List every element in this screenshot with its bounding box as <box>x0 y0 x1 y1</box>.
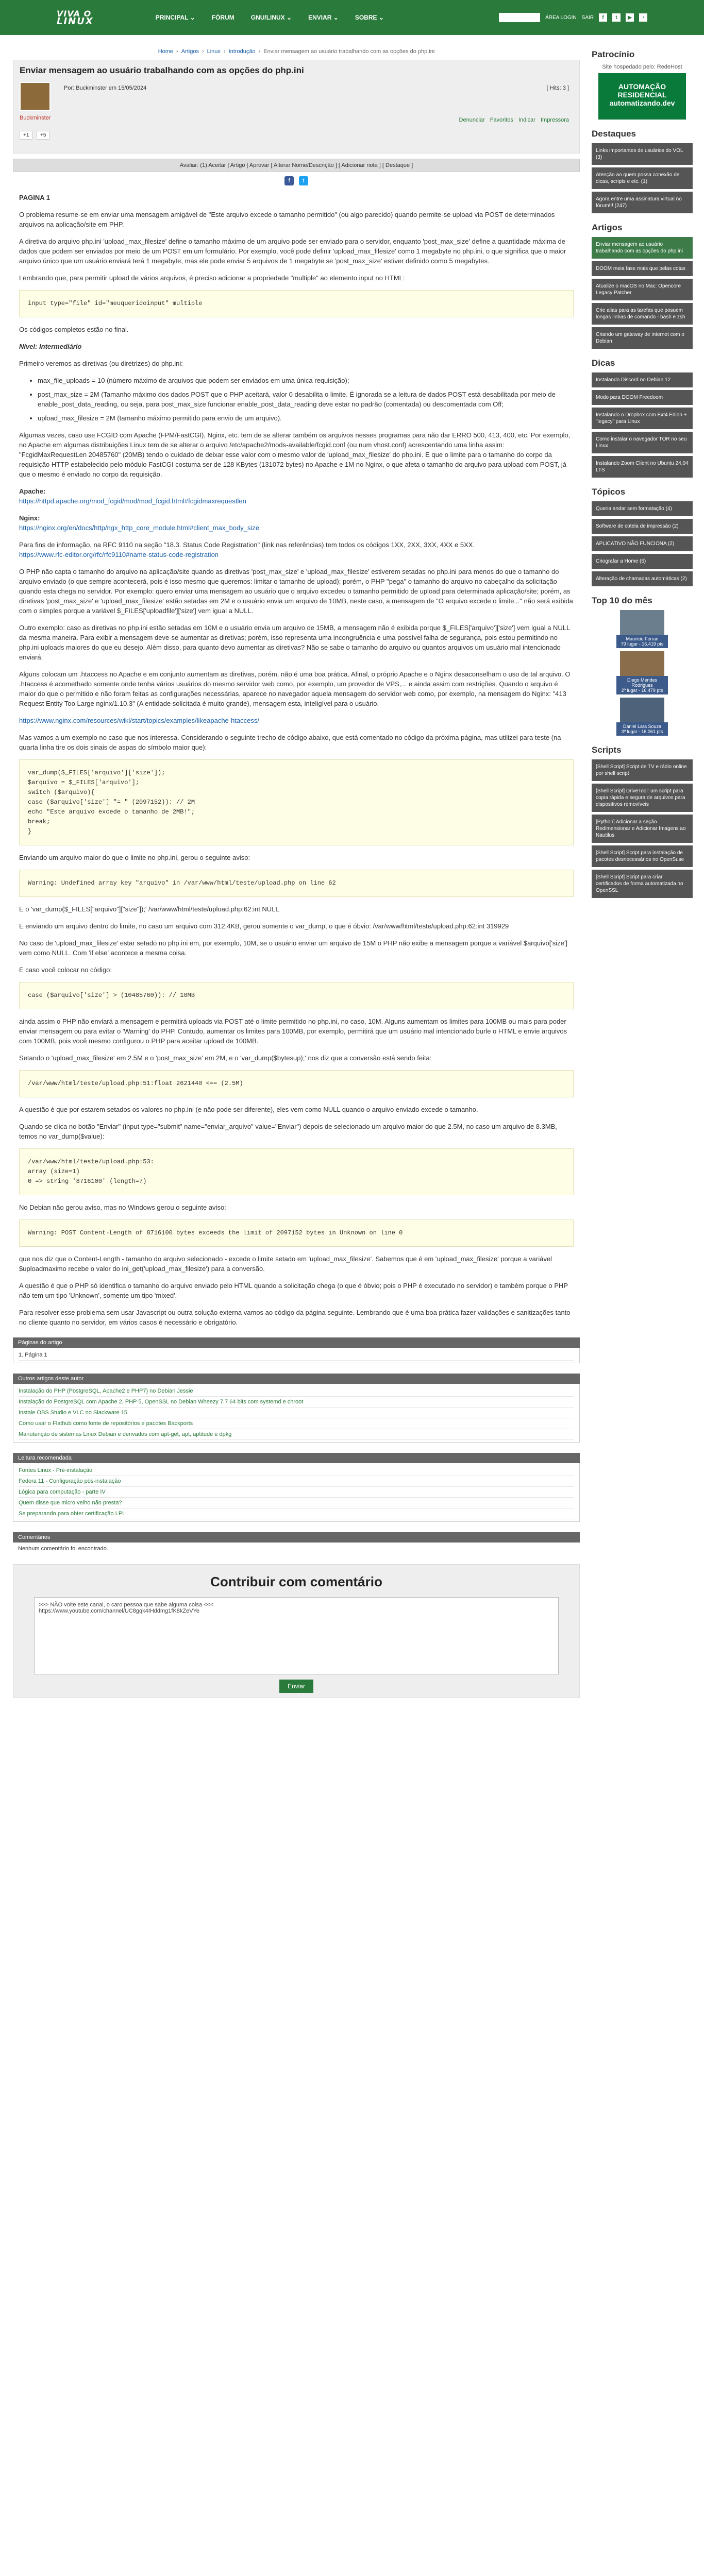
paragraph: Para resolver esse problema sem usar Javascript ou outra solução externa vamos ao código da página seguinte. Lembrando que é uma boa prática fazer validações e sanitizações tanto no cliente quanto no servidor, em vários casos é necessário e obrigatório. <box>19 1309 571 1326</box>
crumb-artigos[interactable]: Artigos <box>181 48 199 55</box>
directive-list <box>38 376 574 423</box>
top10-caption[interactable]: Daniel Lara Souza 3º lugar - 16.061 pts <box>616 722 668 736</box>
comment-form <box>13 1564 580 1698</box>
facebook-share-icon[interactable]: f <box>284 176 294 185</box>
main-nav <box>156 14 384 21</box>
report-link[interactable]: Denunciar <box>459 117 485 123</box>
link[interactable]: https://nginx.org/en/docs/http/ngx_http_core_module.html#client_max_body_size <box>19 524 260 532</box>
list-item[interactable]: Crie alias para as tarefas que posuem longas linhas de comando - bash e zsh <box>592 303 693 325</box>
moderation-bar[interactable]: Avaliar: (1) Aceitar | Artigo | Aprovar [ Alterar Nome/Descrição ] [ Adicionar nota ] [ Destaque ] <box>13 159 580 172</box>
page-title: Enviar mensagem ao usuário trabalhando com as opções do php.ini <box>20 65 304 75</box>
paragraph: E enviando um arquivo dentro do limite, no caso um arquivo com 312,4KB, gerou somente o var_dump, o que é óbvio: /var/www/html/teste/upload.php:62:int 319929 <box>19 922 509 930</box>
others-heading: Outros artigos deste autor <box>13 1374 580 1384</box>
signup-link[interactable]: SAIR <box>581 14 594 21</box>
reading-heading: Leitura recomendada <box>13 1453 580 1463</box>
comments-heading: Comentários <box>13 1532 580 1543</box>
avatar[interactable] <box>620 698 664 722</box>
list-item[interactable]: Instalação do PostgreSQL com Apache 2, PHP 5, OpenSSL no Debian Wheezy 7.7 64 bits com systemd e chroot <box>19 1399 304 1405</box>
paragraph: que nos diz que o Content-Length - tamanho do arquivo selecionado - excede o limite setado em 'upload_max_filesize'. Sabemos que é em 'upload_max_filesize' porque a variável $uploadmaximo recebe o valor do ini_get('upload_max_filesize') para a conversão. <box>19 1255 552 1273</box>
list-item[interactable]: Queria andar sem formatação (4) <box>592 501 693 516</box>
paragraph: O PHP não capta o tamanho do arquivo na aplicação/site quando as diretivas 'post_max_size' e 'upload_max_filesize' estiverem setadas no php.ini para menos do que o tamanho do arquivo enviado (o que sempre acontecerá, pois é isso mesmo que queremos: limitar o tamanho de upload); porém, o PHP "pega" o tamanho do arquivo no cabeçalho da solicitação quando esta chega no servidor. Por exemplo: quero enviar uma mensagem ao usuário que o arquivo excedeu o tamanho permitido de upload para determinada aplicação/site; porém, as diretivas 'post_max_size' e 'upload_max_filesize' estão setadas em 2M e o usuário envia um arquivo de 10MB, neste caso, a mensagem de "O arquivo excede o limite..." não será exibida com o simples porque a variável $_FILES['uploadfile']['size'] vem igual a NULL. <box>19 568 573 615</box>
pages-list <box>13 1348 580 1363</box>
facebook-icon[interactable]: f <box>599 13 607 22</box>
list-item[interactable]: Lógica para computação - parte IV <box>19 1489 106 1495</box>
reading-list <box>13 1463 580 1522</box>
list-item[interactable]: [Shell Script] Script para criar certificados de forma automatizada no OpenSSL <box>592 870 693 898</box>
list-item[interactable]: Instalando Discord no Debian 12 <box>592 372 693 387</box>
list-item[interactable]: Fedora 11 - Configuração pós-instalação <box>19 1478 121 1484</box>
list-item[interactable]: Quem disse que micro velho não presta? <box>19 1500 122 1506</box>
rss-icon[interactable]: ◔ <box>639 13 647 22</box>
list-item[interactable]: Se preparando para obter certificação LPI <box>19 1511 124 1517</box>
list-item[interactable]: Software de cotela de impressão (2) <box>592 519 693 534</box>
list-item[interactable]: 1. Página 1 <box>19 1350 574 1361</box>
list-item[interactable]: Criando um gateway de internet com o Debian <box>592 327 693 349</box>
code-block: Warning: POST Content-Length of 8716100 bytes exceeds the limit of 2097152 bytes in Unknown on line 0 <box>19 1219 574 1247</box>
crumb-linux[interactable]: Linux <box>207 48 221 55</box>
list-item[interactable]: Como instalar o navegador TOR no seu Linux <box>592 432 693 453</box>
list-item[interactable]: Instalação do PHP (PostgreSQL, Apache2 e PHP7) no Debian Jessie <box>19 1388 193 1394</box>
crumb-introducao[interactable]: Introdução <box>228 48 256 55</box>
author-line: Por: Buckminster em 15/05/2024 <box>64 85 147 91</box>
paragraph: Alguns colocam um .htaccess no Apache e em conjunto aumentam as diretivas, porém, não é uma boa prática. Afinal, o próprio Apache e o Nginx desaconselham o uso de tal arquivo. O .htaccess é acomethado somente onde tenha vários usuários do mesmo servidor web como, por exemplo, um provedor de VPS,... e ainda assim com restrições. Quando o arquivo é maior do que o permitido e não foram feitas as configurações necessárias, aparece no navegador aquela mensagem do servidor web como, por exemplo, na mensagem do Nginx: "413 Request Entity Too Large nginx/1.10.3" (A entidade solicitada é muito grande), mensagem esta, inteligível para o usuário. <box>19 670 571 707</box>
plus-five-button[interactable]: +5 <box>37 131 49 140</box>
destaques-heading: Destaques <box>592 129 636 139</box>
subheading: Nginx: <box>19 514 40 522</box>
login-link[interactable]: ÁREA LOGIN <box>545 14 577 21</box>
list-item: • post_max_size = 2M (Tamanho máximo dos dados POST que o PHP aceitará, valor 0 desabilita o limite. É ignorada se a leitura de dados POST está desabilitada por meio de enable_post_data_reading, ou seja, para post_max_size funcionar enable_post_data_reading deve estar no padrão (comentada) ou descomentada com Off; <box>38 389 574 409</box>
code-block: Warning: Undefined array key "arquivo" in /var/www/html/teste/upload.php on line 62 <box>19 870 574 897</box>
paragraph: A diretiva do arquivo php.ini 'upload_max_filesize' define o tamanho máximo de um arquivo pode ser enviado para o servidor, enquanto 'post_max_size' define a quantidade máxima de dados que podem ser enviados por meio de um POST em um formulário. Por exemplo, você pode definir 'upload_max_filesize' como 1 megabyte no php.ini, o que significa que o maior arquivo único que um usuário enviará terá 1 megabyte, mas ele pode enviar 5 arquivos de 1 megabyte se 'post_max_size' estiver definido como 5 megabytes. <box>19 238 566 265</box>
author-name[interactable]: Buckminster <box>20 115 51 121</box>
main-column <box>13 45 580 1698</box>
search-input[interactable] <box>499 13 540 22</box>
list-item[interactable]: [Shell Script] Script para instalação de pacotes desnecessários no OpenSuse <box>592 845 693 867</box>
list-item[interactable]: Modo para DOOM Freedoom <box>592 390 693 405</box>
level-label: Nível: Intermediário <box>19 343 82 350</box>
favorite-link[interactable]: Favoritos <box>490 117 513 123</box>
pages-heading: Páginas do artigo <box>13 1337 580 1348</box>
avatar[interactable] <box>20 82 51 111</box>
dicas-heading: Dicas <box>592 358 615 368</box>
paragraph: E o 'var_dump($_FILES["arquivo"]["size"]);' /var/www/html/teste/upload.php:62:int NULL <box>19 905 279 913</box>
paragraph: ainda assim o PHP não enviará a mensagem e permitirá uploads via POST até o limite permitido no php.ini, no caso, 10M. Alguns aumentam os limites para 100MB ou mais para poder enviar mensagem ou para evitar o 'Warning' do PHP. Contudo, aumentar os limites para 100MB, por exemplo, permitirá que um usuário mal intencionado burle o HTML e envie arquivos com 100MB, pois você mesmo configurou o PHP para aceitar upload de 100MB. <box>19 1018 567 1045</box>
article-body <box>13 193 580 1327</box>
list-item[interactable]: [Shell Script] Script de TV e rádio online por shell script <box>592 759 693 781</box>
list-item[interactable]: Atenção ao quem possa conexão de dicas, scripts e etc. (1) <box>592 167 693 189</box>
top-bar <box>0 0 704 35</box>
avatar[interactable] <box>620 610 664 635</box>
paragraph: A questão é que o PHP só identifica o tamanho do arquivo enviado pelo HTML quando a solicitação chega (o que é óbvio; pois o PHP é executado no servidor) e também porque o PHP não tem um tipo 'Unknown', somente um tipo 'mixed'. <box>19 1282 568 1299</box>
recommend-link[interactable]: Indicar <box>518 117 535 123</box>
comment-form-title: Contribuir com comentário <box>210 1574 382 1589</box>
twitter-share-icon[interactable]: t <box>299 176 308 185</box>
comment-textarea[interactable]: >>> NÃO volte este canal, o caro pessoa que sabe alguma coisa <<< https://www.youtube.com/channel/UC8gqk4IHddmg1fK8kZeVYe <box>34 1597 559 1674</box>
code-block: var_dump($_FILES['arquivo']['size']); $arquivo = $_FILES['arquivo']; switch ($arquivo){ case ($arquivo['size'] "= " (2097152)): // 2M echo "Este arquivo excede o tamanho de 2MB!"; break; } <box>19 759 574 845</box>
paragraph: No caso de 'upload_max_filesize' estar setado no php.ini em, por exemplo, 10M, se o usuário enviar um arquivo de 15M o PHP não exibe a mensagem porque a variável $arquivo['size'] vem como NULL. Com 'if else' acontece a mesma coisa. <box>19 939 568 957</box>
list-item[interactable]: Manutenção de sistemas Linux Debian e derivados com apt-get, apt, aptitude e dpkg <box>19 1431 232 1437</box>
list-item: • max_file_uploads = 10 (número máximo de arquivos que podem ser enviados em uma única requisição); <box>38 376 574 385</box>
list-item[interactable]: [Shell Script] DriveTool: um script para copia rápida e segura de arquivos para dispositivos removíveis <box>592 784 693 812</box>
link[interactable]: https://www.nginx.com/resources/wiki/start/topics/examples/likeapache-htaccess/ <box>19 717 260 724</box>
topicos-heading: Tópicos <box>592 487 626 497</box>
top10-heading: Top 10 do mês <box>592 596 652 605</box>
list-item[interactable]: Agora entre uma assinatura virtual no fórum!!! (247) <box>592 192 693 213</box>
paragraph: Outro exemplo: caso as diretivas no php.ini estão setadas em 10M e o usuário envia um arquivo de 15MB, a mensagem não é exibida porque $_FILES['arquivo']['size'] vem igual a NULL da mesma maneira. Para exibir a mensagem deve-se aumentar as diretivas; porém, isso representa uma incongruência e uma possível falha de segurança, pois estou permitindo no php.ini uploads maiores do que eu desejo. Além disso, para quanto devo aumentar as diretivas? Não se sabe o tamanho do arquivo ou quantos arquivos um usuário mal intencionado enviará. <box>19 624 570 661</box>
top10-list <box>592 610 693 736</box>
plus-one-button[interactable]: +1 <box>20 131 32 140</box>
nav-gnulinux[interactable]: GNU/LINUX ⌄ <box>250 14 292 21</box>
avatar[interactable] <box>620 651 664 676</box>
paragraph: Primeiro veremos as diretivas (ou diretrizes) do php.ini: <box>19 360 183 367</box>
list-item[interactable]: DOOM meia fase mais que pelas cotas <box>592 261 693 276</box>
subheading: Apache: <box>19 487 46 495</box>
list-item[interactable]: Atualize o macOS no Mac: Opencore Legacy Patcher <box>592 279 693 300</box>
scripts-heading: Scripts <box>592 745 622 755</box>
top-tools <box>499 13 647 22</box>
send-button[interactable]: Enviar <box>279 1680 313 1693</box>
paragraph: A questão é que por estarem setados os valores no php.ini (e não pode ser diferente), eles vem como NULL quando o arquivo enviado excede o tamanho. <box>19 1106 478 1113</box>
list-item[interactable]: Links importantes de usuários do VOL (3) <box>592 143 693 165</box>
list-item: • upload_max_filesize = 2M (tamanho máximo permitido para envio de um arquivo). <box>38 413 574 423</box>
link[interactable]: https://httpd.apache.org/mod_fcgid/mod/mod_fcgid.html#fcgidmaxrequestlen <box>19 497 246 505</box>
hits-count: [ Hits: 3 ] <box>546 85 569 91</box>
page-label: PAGINA 1 <box>19 194 50 201</box>
crumb-current: Enviar mensagem ao usuário trabalhando com as opções do php.ini <box>263 48 435 55</box>
comments-empty: Nenhum comentário foi encontrado. <box>18 1546 108 1552</box>
list-item[interactable]: Enviar mensagem ao usuário trabalhando com as opções do php.ini <box>592 237 693 259</box>
paragraph: Os códigos completos estão no final. <box>19 326 129 333</box>
list-item[interactable]: Alteração de chamadas automáticas (2) <box>592 571 693 586</box>
list-item[interactable]: [Python] Adicionar a seção Redimensionar e Adicionar Imagens ao Nautilus <box>592 815 693 843</box>
sponsor-text[interactable]: Site hospedado pelo: RedeHost <box>602 64 682 70</box>
paragraph: E caso você colocar no código: <box>19 966 112 974</box>
code-block: input type="file" id="meuqueridoinput" multiple <box>19 290 574 317</box>
code-block: /var/www/html/teste/upload.php:51:float 2621440 <== (2.5M) <box>19 1070 574 1097</box>
list-item[interactable]: Criografar a Home (6) <box>592 554 693 569</box>
code-block: /var/www/html/teste/upload.php:53: array (size=1) 0 => string '8716100' (length=7) <box>19 1148 574 1195</box>
list-item[interactable]: Instale OBS Studio e VLC no Slackware 15 <box>19 1410 127 1416</box>
paragraph: Enviando um arquivo maior do que o limite no php.ini, gerou o seguinte aviso: <box>19 854 250 861</box>
sponsor-banner[interactable]: AUTOMAÇÃO RESIDENCIAL automatizando.dev <box>598 73 686 120</box>
paragraph: Algumas vezes, caso use FCGID com Apache (FPM/FastCGI), Nginx, etc. tem de se alterar também os arquivos nesses programas para não dar ERRO 500, 413, 400, etc. Por exemplo, no Apache em algumas distribuições Linux tem de se alterar o arquivo /etc/apache2/mods-available/fcgid.conf (ou num vhost.conf) acrescentando uma linha assim: "FcgidMaxRequestLen 20485760" (20MB) tendo o cuidado de deixar esse valor com o mesmo valor de 'upload_max_filesize' do php.ini. E que o limite para o tamanho do corpo da requisição HTTP estabelecido pelo módulo FastCGI costuma ser de 128 KBytes (131072 bytes) no Apache e 1M no Nginx, o que afeta o tamanho do arquivo para upload com POST, já que o mesmo é enviado no corpo da requisição. <box>19 431 571 478</box>
list-item[interactable]: Instalando Zoom Client no Ubuntu 24.04 LTS <box>592 456 693 478</box>
share-bar <box>13 176 580 185</box>
site-logo[interactable]: VIVA O LINUX <box>57 9 94 27</box>
sponsor-heading: Patrocínio <box>592 49 635 59</box>
top10-caption[interactable]: Diego Mendes Rodrigues 2º lugar - 16.479 pts <box>616 676 668 694</box>
paragraph: No Debian não gerou aviso, mas no Windows gerou o seguinte aviso: <box>19 1204 226 1211</box>
paragraph: O problema resume-se em enviar uma mensagem amigável de "Este arquivo excede o tamanho permitido" (ou algo parecido) quando permite-se upload via POST de determinados arquivos na aplicação/site em PHP. <box>19 211 555 228</box>
others-list <box>13 1384 580 1443</box>
sidebar <box>592 45 693 901</box>
nav-sobre[interactable]: SOBRE ⌄ <box>355 14 384 21</box>
crumb-home[interactable]: Home <box>158 48 174 55</box>
article-header <box>13 60 580 154</box>
article-actions <box>459 117 569 123</box>
youtube-icon[interactable]: ▶ <box>626 13 634 22</box>
paragraph: Lembrando que, para permitir upload de vários arquivos, é preciso adicionar a propriedade "multiple" ao elemento input no HTML: <box>19 274 405 282</box>
top10-caption[interactable]: Mauricio Ferrari 79 lugar - 16.419 pts <box>616 635 668 648</box>
breadcrumb: Home › Artigos › Linux › Introdução › Enviar mensagem ao usuário trabalhando com as opções do php.ini <box>158 48 435 55</box>
print-link[interactable]: Impressora <box>540 117 569 123</box>
list-item[interactable]: Como usar o Flathub como fonte de repositórios e pacotes Backports <box>19 1420 193 1427</box>
artigos-heading: Artigos <box>592 223 623 232</box>
twitter-icon[interactable]: t <box>612 13 621 22</box>
nav-principal[interactable]: PRINCIPAL ⌄ <box>155 14 195 21</box>
list-item[interactable]: APLICATIVO NÃO FUNCIONA (2) <box>592 536 693 551</box>
link[interactable]: https://www.rfc-editor.org/rfc/rfc9110#name-status-code-registration <box>19 551 219 558</box>
nav-forum[interactable]: FÓRUM <box>211 14 234 21</box>
list-item[interactable]: Instalando o Dropbox com Ext4 Erlion + "legacy" para Linux <box>592 408 693 429</box>
paragraph: Para fins de informação, na RFC 9110 na seção "18.3. Status Code Registration" (link nas referências) tem todos os códigos 1XX, 2XX, 3XX, 4XX e 5XX. <box>19 541 475 549</box>
paragraph: Quando se clica no botão "Enviar" (input type="submit" name="enviar_arquivo" value="Enviar") depois de selecionado um arquivo maior do que 2.5M, no caso um arquivo de 8.3MB, temos no var_dump($value): <box>19 1123 557 1140</box>
nav-enviar[interactable]: ENVIAR ⌄ <box>308 14 339 21</box>
code-block: case ($arquivo['size'] > (10485760)): // 10MB <box>19 982 574 1009</box>
paragraph: Mas vamos a um exemplo no caso que nos interessa. Considerando o seguinte trecho de código abaixo, que está comentado no código da próxima página, mas utilizei para teste (na quarta linha tire os dois sinais de aspas do símbolo maior que): <box>19 734 561 751</box>
paragraph: Setando o 'upload_max_filesize' em 2.5M e o 'post_max_size' em 2M, e o 'var_dump($bytesup);' nos diz que a conversão está sendo feita: <box>19 1054 432 1062</box>
list-item[interactable]: Fontes Linux - Pré-instalação <box>19 1467 93 1473</box>
